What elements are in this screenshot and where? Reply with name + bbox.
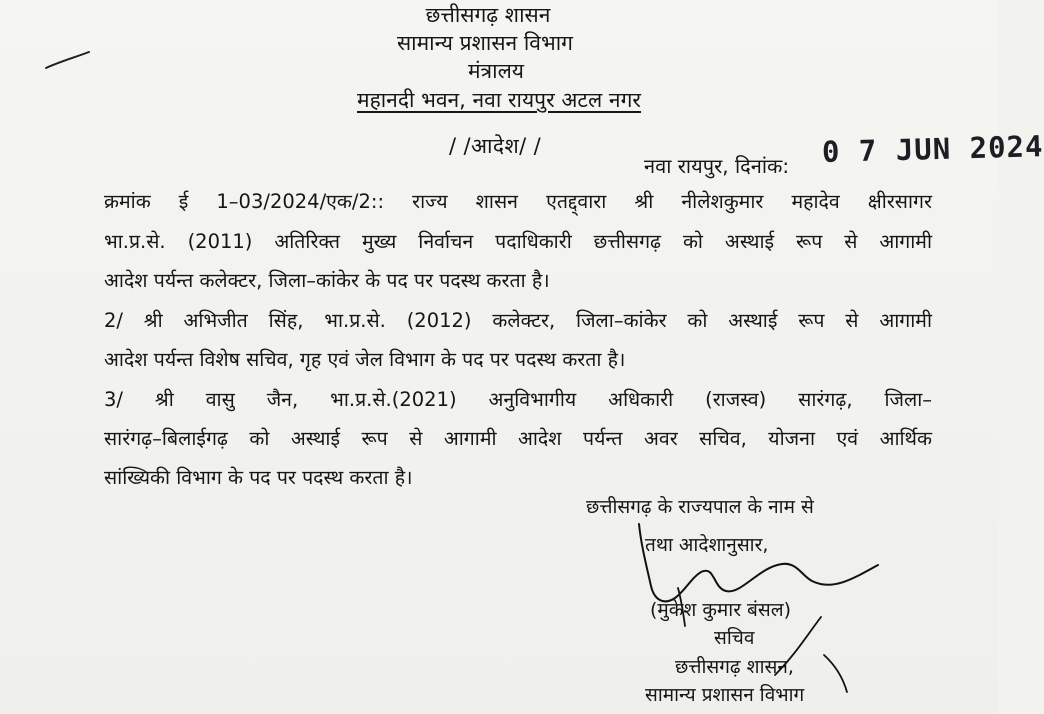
paragraph-2-line-2: आदेश पर्यन्त विशेष सचिव, गृह एवं जेल विभाग के पद पर पदस्थ करता है। <box>104 348 626 371</box>
paragraph-3-line-2: सारंगढ़–बिलाईगढ़ को अस्थाई रूप से आगामी आदेश पर्यन्त अवर सचिव, योजना एवं आर्थिक <box>104 427 932 450</box>
signature-block <box>583 494 903 714</box>
signature-authority-line-1: छत्तीसगढ़ के राज्यपाल के नाम से <box>586 496 814 518</box>
ministry-title: मंत्रालय <box>467 59 524 83</box>
office-address: महानदी भवन, नवा रायपुर अटल नगर <box>357 88 641 112</box>
paragraph-3-line-3: सांख्यिकी विभाग के पद पर पदस्थ करता है। <box>104 466 413 489</box>
paragraph-2-line-1: 2/ श्री अभिजीत सिंह, भा.प्र.से. (2012) कलेक्टर, जिला–कांकेर को अस्थाई रूप से आगामी <box>104 309 932 332</box>
paragraph-1-line-2: भा.प्र.से. (2011) अतिरिक्त मुख्य निर्वाचन पदाधिकारी छत्तीसगढ़ को अस्थाई रूप से आगामी <box>104 230 932 253</box>
paragraph-1-line-3: आदेश पर्यन्त कलेक्टर, जिला–कांकेर के पद पर पदस्थ करता है। <box>104 269 550 292</box>
place-date-label: नवा रायपुर, दिनांक: <box>644 154 790 178</box>
paragraph-1-line-1 <box>104 190 932 214</box>
signatory-name: (मुकेश कुमार बंसल) <box>650 599 791 621</box>
order-number-text: क्रमांक ई 1–03/2024/एक/2:: राज्य शासन एतद्द्वारा श्री नीलेशकुमार महादेव क्षीरसागर <box>104 190 932 213</box>
signatory-government: छत्तीसगढ़ शासन, <box>675 656 794 678</box>
state-government-title: छत्तीसगढ़ शासन <box>425 3 551 27</box>
department-title: सामान्य प्रशासन विभाग <box>396 31 574 55</box>
signature-authority-line-2: तथा आदेशानुसार, <box>645 534 769 556</box>
paragraph-3-line-1: 3/ श्री वासु जैन, भा.प्र.से.(2021) अनुविभागीय अधिकारी (राजस्व) सारंगढ़, जिला– <box>104 388 932 411</box>
date-stamp: 0 7 JUN 2024 <box>821 129 1044 169</box>
signatory-designation: सचिव <box>714 627 755 649</box>
signatory-department: सामान्य प्रशासन विभाग <box>645 684 805 706</box>
order-title: / /आदेश/ / <box>449 134 542 158</box>
